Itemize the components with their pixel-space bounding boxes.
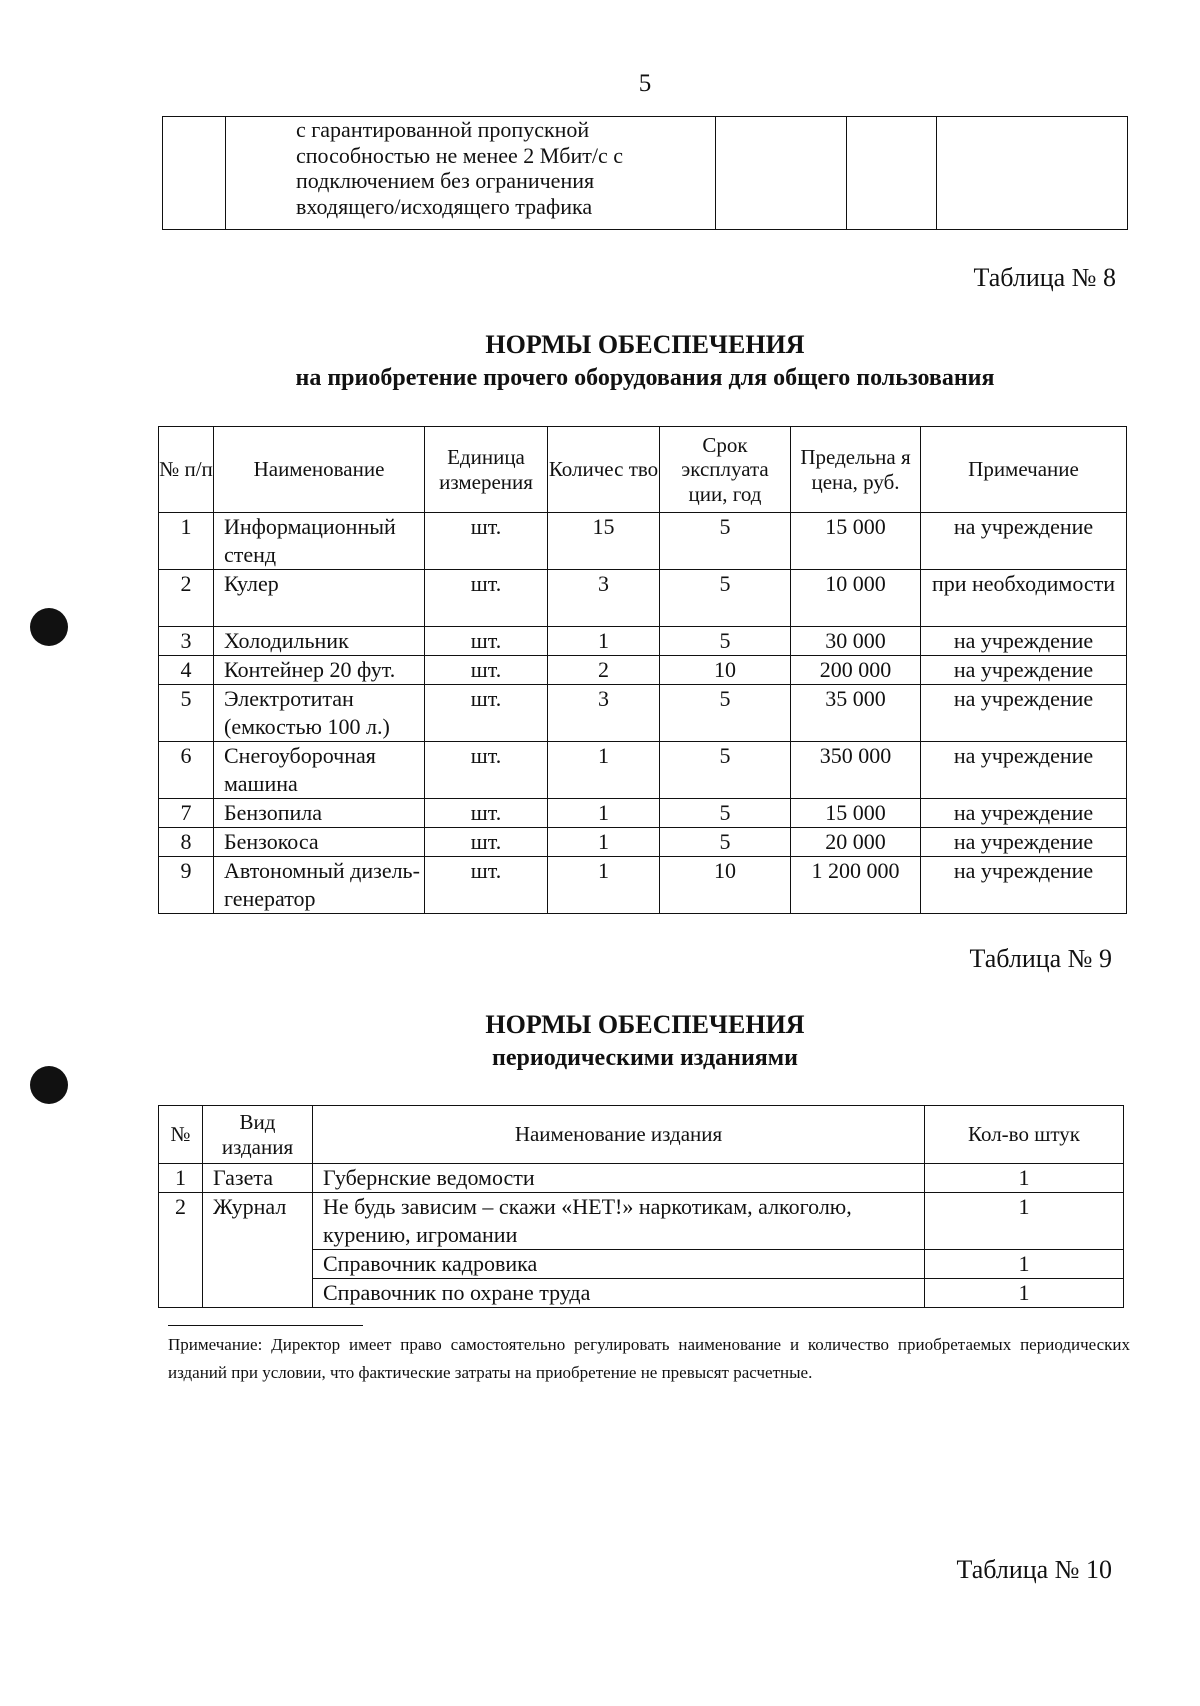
table-cell: 15 [548, 513, 660, 570]
equipment-table [158, 426, 1127, 914]
table-row [159, 1164, 1124, 1193]
table-cell: 3 [548, 685, 660, 742]
table-cell: при необходимости [921, 570, 1127, 627]
table-cell: 5 [660, 828, 791, 857]
table-cell: 1 [548, 857, 660, 914]
table-cell: 15 000 [791, 513, 921, 570]
continuation-table [162, 116, 1128, 230]
table-cell: шт. [425, 656, 548, 685]
table-cell: 2 [159, 570, 214, 627]
table-row [159, 685, 1127, 742]
table9-subtitle: периодическими изданиями [492, 1045, 798, 1071]
table-cell: шт. [425, 627, 548, 656]
table-cell: шт. [425, 828, 548, 857]
table-cell: 30 000 [791, 627, 921, 656]
table-cell: 10 [660, 656, 791, 685]
table-cell: 35 000 [791, 685, 921, 742]
table-cell: 1 [159, 1164, 203, 1193]
header-title: Наименование издания [313, 1106, 925, 1164]
table9-caption: Таблица № 9 [969, 944, 1112, 973]
header-number: № п/п [159, 427, 214, 513]
table-cell: Бензокоса [214, 828, 425, 857]
table-row [163, 117, 1128, 230]
table-cell: Снегоуборочная машина [214, 742, 425, 799]
table-cell: 5 [159, 685, 214, 742]
table-cell: 3 [548, 570, 660, 627]
table-cell: на учреждение [921, 685, 1127, 742]
table-cell: 5 [660, 570, 791, 627]
header-unit: Единица измерения [425, 427, 548, 513]
table-cell: 1 [925, 1193, 1124, 1250]
table-cell: 2 [548, 656, 660, 685]
table-row [159, 799, 1127, 828]
table-cell: Контейнер 20 фут. [214, 656, 425, 685]
table-cell: 1 [925, 1164, 1124, 1193]
table-cell: с гарантированной пропускной способностью не менее 2 Мбит/с с подключением без ограничения входящего/исходящего трафика [226, 117, 716, 230]
table-cell: шт. [425, 570, 548, 627]
table-cell: 15 000 [791, 799, 921, 828]
table-cell: 350 000 [791, 742, 921, 799]
table-cell: на учреждение [921, 828, 1127, 857]
table-row [159, 656, 1127, 685]
table-cell: 6 [159, 742, 214, 799]
table-cell: Автономный дизель-генератор [214, 857, 425, 914]
table-cell [847, 117, 937, 230]
page-number: 5 [638, 70, 652, 97]
note-text: Примечание: Директор имеет право самостоятельно регулировать наименование и количество приобретаемых периодических изданий при условии, что фактические затраты на приобретение не превысят расчетные. [168, 1335, 1130, 1382]
table-cell: 5 [660, 513, 791, 570]
table8-subtitle: на приобретение прочего оборудования для общего пользования [295, 365, 995, 391]
table-cell: шт. [425, 799, 548, 828]
table-cell: 200 000 [791, 656, 921, 685]
header-note: Примечание [921, 427, 1127, 513]
table-cell: на учреждение [921, 656, 1127, 685]
table-cell: 5 [660, 685, 791, 742]
table-cell [163, 117, 226, 230]
table-cell: на учреждение [921, 857, 1127, 914]
table-cell: 5 [660, 627, 791, 656]
table-cell: Кулер [214, 570, 425, 627]
table-cell: 1 200 000 [791, 857, 921, 914]
header-quantity: Количес тво [548, 427, 660, 513]
table-row [159, 828, 1127, 857]
header-quantity: Кол-во штук [925, 1106, 1124, 1164]
table-cell: Не будь зависим – скажи «НЕТ!» наркотикам, алкоголю, курению, игромании [313, 1193, 925, 1250]
table-cell: 1 [925, 1279, 1124, 1308]
table8-caption: Таблица № 8 [973, 263, 1116, 292]
periodicals-table [158, 1105, 1124, 1308]
table10-caption: Таблица № 10 [956, 1555, 1112, 1584]
table-cell: 4 [159, 656, 214, 685]
table-cell: 1 [548, 799, 660, 828]
table-row [159, 1193, 1124, 1250]
header-max-price: Предельна я цена, руб. [791, 427, 921, 513]
table-cell: 10 000 [791, 570, 921, 627]
table-cell: 1 [548, 828, 660, 857]
header-name: Наименование [214, 427, 425, 513]
table-row [159, 857, 1127, 914]
table-cell: Журнал [203, 1193, 313, 1308]
table-header-row [159, 1106, 1124, 1164]
header-type: Вид издания [203, 1106, 313, 1164]
note-divider [168, 1325, 363, 1326]
table-cell: 1 [548, 627, 660, 656]
table-cell: шт. [425, 513, 548, 570]
table8-title: НОРМЫ ОБЕСПЕЧЕНИЯ [485, 330, 805, 359]
table-row [159, 570, 1127, 627]
table-cell: Бензопила [214, 799, 425, 828]
table-cell: 2 [159, 1193, 203, 1308]
table-cell: Губернские ведомости [313, 1164, 925, 1193]
table-cell: 5 [660, 742, 791, 799]
table-cell: 20 000 [791, 828, 921, 857]
table-cell [716, 117, 847, 230]
table-cell: 3 [159, 627, 214, 656]
hole-punch-mark [30, 608, 68, 646]
header-service-life: Срок эксплуата ции, год [660, 427, 791, 513]
header-number: № [159, 1106, 203, 1164]
table-cell: Справочник кадровика [313, 1250, 925, 1279]
table-cell [937, 117, 1128, 230]
table-row [159, 513, 1127, 570]
table-cell: на учреждение [921, 742, 1127, 799]
table-cell: шт. [425, 742, 548, 799]
table-cell: 8 [159, 828, 214, 857]
table-cell: на учреждение [921, 513, 1127, 570]
table-cell: 5 [660, 799, 791, 828]
table-cell: 1 [548, 742, 660, 799]
table-cell: Информационный стенд [214, 513, 425, 570]
table-cell: Электротитан (емкостью 100 л.) [214, 685, 425, 742]
table-cell: Справочник по охране труда [313, 1279, 925, 1308]
table-cell: 1 [159, 513, 214, 570]
table9-title: НОРМЫ ОБЕСПЕЧЕНИЯ [485, 1010, 805, 1039]
table-cell: 9 [159, 857, 214, 914]
table-cell: 1 [925, 1250, 1124, 1279]
table-cell: Холодильник [214, 627, 425, 656]
table-cell: шт. [425, 685, 548, 742]
table-cell: 10 [660, 857, 791, 914]
table-cell: 7 [159, 799, 214, 828]
table-cell: на учреждение [921, 799, 1127, 828]
table-row [159, 742, 1127, 799]
table-cell: Газета [203, 1164, 313, 1193]
table-cell: на учреждение [921, 627, 1127, 656]
table-header-row [159, 427, 1127, 513]
table-cell: шт. [425, 857, 548, 914]
table-row [159, 627, 1127, 656]
